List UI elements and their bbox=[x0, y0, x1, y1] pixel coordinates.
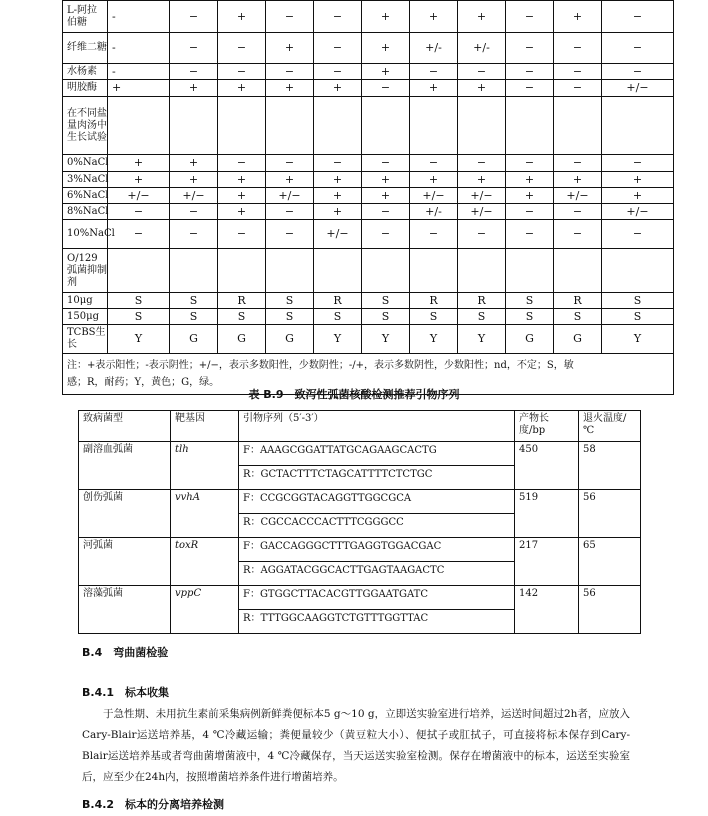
table-cell: + bbox=[410, 172, 458, 188]
table-cell: − bbox=[218, 155, 266, 172]
table-row bbox=[63, 293, 674, 309]
table-cell: +/− bbox=[314, 220, 362, 249]
section-heading-b42: B.4.2 标本的分离培养检测 bbox=[82, 798, 225, 811]
table-cell: S bbox=[506, 293, 554, 309]
table-cell bbox=[554, 97, 602, 155]
table-cell: − bbox=[602, 155, 674, 172]
row-label: 在不同盐量肉汤中生长试验 bbox=[63, 97, 108, 155]
table-row bbox=[63, 172, 674, 188]
temp-cell: 58 bbox=[579, 442, 641, 490]
table-cell: + bbox=[362, 33, 410, 64]
table-cell: − bbox=[266, 64, 314, 80]
table-cell: − bbox=[410, 220, 458, 249]
species-cell: 副溶血弧菌 bbox=[79, 442, 171, 490]
table-cell: − bbox=[170, 220, 218, 249]
table-cell: S bbox=[218, 309, 266, 325]
table-cell: S bbox=[410, 309, 458, 325]
table-cell bbox=[602, 249, 674, 293]
table-cell: + bbox=[362, 188, 410, 204]
table-cell: + bbox=[266, 33, 314, 64]
table-cell: +/- bbox=[410, 204, 458, 220]
primer-table bbox=[78, 410, 641, 634]
table-cell: − bbox=[218, 64, 266, 80]
row-label: 6%NaCl bbox=[63, 188, 108, 204]
table-row bbox=[63, 80, 674, 97]
table-cell: − bbox=[410, 64, 458, 80]
table-cell: - bbox=[108, 1, 170, 33]
table-cell: − bbox=[108, 220, 170, 249]
forward-primer-cell: F：AAAGCGGATTATGCAGAAGCACTG bbox=[239, 442, 515, 466]
table-cell: − bbox=[266, 204, 314, 220]
table-cell: − bbox=[506, 33, 554, 64]
table-cell bbox=[314, 249, 362, 293]
table-cell: + bbox=[314, 172, 362, 188]
table-cell: G bbox=[506, 325, 554, 354]
table-cell: + bbox=[506, 172, 554, 188]
primer-table-header bbox=[79, 411, 641, 442]
table-cell bbox=[506, 249, 554, 293]
table-row bbox=[63, 97, 674, 155]
table-cell: G bbox=[170, 325, 218, 354]
forward-primer-cell: F：CCGCGGTACAGGTTGGCGCA bbox=[239, 490, 515, 514]
table-cell: + bbox=[554, 1, 602, 33]
table-cell bbox=[266, 97, 314, 155]
table-row bbox=[79, 490, 641, 514]
reverse-primer-cell: R：TTTGGCAAGGTCTGTTTGGTTAC bbox=[239, 610, 515, 634]
table-cell: − bbox=[170, 204, 218, 220]
table-cell: − bbox=[458, 220, 506, 249]
table-cell: − bbox=[108, 204, 170, 220]
table-cell bbox=[170, 249, 218, 293]
table-row bbox=[63, 155, 674, 172]
table-cell: + bbox=[458, 1, 506, 33]
table-cell: − bbox=[506, 64, 554, 80]
table-cell: − bbox=[266, 220, 314, 249]
length-cell: 142 bbox=[515, 586, 579, 634]
table-cell: − bbox=[554, 204, 602, 220]
table-cell: +/− bbox=[554, 188, 602, 204]
table-cell: + bbox=[362, 64, 410, 80]
section-heading-b4: B.4 弯曲菌检验 bbox=[82, 646, 169, 659]
row-label: 8%NaCl bbox=[63, 204, 108, 220]
row-label: 水杨素 bbox=[63, 64, 108, 80]
table-cell bbox=[410, 249, 458, 293]
table-cell: + bbox=[314, 188, 362, 204]
table-cell: − bbox=[314, 1, 362, 33]
table-cell bbox=[602, 97, 674, 155]
temp-cell: 56 bbox=[579, 490, 641, 538]
table-cell: +/− bbox=[170, 188, 218, 204]
row-label: O/129弧菌抑制剂 bbox=[63, 249, 108, 293]
table-cell: + bbox=[458, 80, 506, 97]
table-cell bbox=[362, 97, 410, 155]
table-cell: G bbox=[554, 325, 602, 354]
gene-cell: toxR bbox=[171, 538, 239, 586]
species-cell: 溶藻弧菌 bbox=[79, 586, 171, 634]
forward-primer-cell: F：GTGGCTTACACGTTGGAATGATC bbox=[239, 586, 515, 610]
reverse-primer-cell: R：GCTACTTTCTAGCATTTTCTCTGC bbox=[239, 466, 515, 490]
table-cell: + bbox=[506, 188, 554, 204]
table-cell: − bbox=[506, 155, 554, 172]
table-cell: S bbox=[602, 309, 674, 325]
table-cell: − bbox=[554, 155, 602, 172]
header-length: 产物长度/bp bbox=[515, 411, 579, 442]
table-cell bbox=[458, 97, 506, 155]
table-cell: S bbox=[170, 309, 218, 325]
table-cell bbox=[170, 97, 218, 155]
table-cell: R bbox=[458, 293, 506, 309]
table-cell: − bbox=[602, 1, 674, 33]
table-row bbox=[63, 249, 674, 293]
table-cell: + bbox=[602, 172, 674, 188]
table-cell: S bbox=[554, 309, 602, 325]
length-cell: 450 bbox=[515, 442, 579, 490]
table-cell: S bbox=[108, 293, 170, 309]
table-cell: +/− bbox=[602, 80, 674, 97]
table-cell: + bbox=[170, 155, 218, 172]
table-cell: S bbox=[266, 309, 314, 325]
table-cell: − bbox=[362, 80, 410, 97]
header-gene: 靶基因 bbox=[171, 411, 239, 442]
row-label: L-阿拉伯糖 bbox=[63, 1, 108, 33]
table-row bbox=[63, 33, 674, 64]
table-row bbox=[63, 1, 674, 33]
table-cell: − bbox=[458, 155, 506, 172]
table-cell: R bbox=[554, 293, 602, 309]
table-cell: − bbox=[602, 64, 674, 80]
length-cell: 217 bbox=[515, 538, 579, 586]
table-cell: S bbox=[170, 293, 218, 309]
table-row bbox=[63, 220, 674, 249]
table-cell: + bbox=[266, 80, 314, 97]
table-cell: − bbox=[554, 80, 602, 97]
table-cell: - bbox=[108, 33, 170, 64]
table-cell: − bbox=[362, 155, 410, 172]
header-temp: 退火温度/℃ bbox=[579, 411, 641, 442]
table-row bbox=[63, 188, 674, 204]
table-caption: 表 B.9 致泻性弧菌核酸检测推荐引物序列 bbox=[248, 388, 460, 401]
table-cell: − bbox=[266, 1, 314, 33]
table-cell: + bbox=[362, 1, 410, 33]
table-cell: − bbox=[458, 64, 506, 80]
table-cell: − bbox=[314, 155, 362, 172]
table-cell: +/− bbox=[108, 188, 170, 204]
table-cell: + bbox=[108, 172, 170, 188]
table-cell: − bbox=[170, 33, 218, 64]
length-cell: 519 bbox=[515, 490, 579, 538]
row-label: 10μg bbox=[63, 293, 108, 309]
table-cell: + bbox=[554, 172, 602, 188]
table-cell bbox=[458, 249, 506, 293]
table-row bbox=[79, 442, 641, 466]
table-cell bbox=[108, 97, 170, 155]
table-cell: S bbox=[362, 309, 410, 325]
table-cell: +/− bbox=[266, 188, 314, 204]
reverse-primer-cell: R：AGGATACGGCACTTGAGTAAGACTC bbox=[239, 562, 515, 586]
row-label: TCBS生长 bbox=[63, 325, 108, 354]
header-primer: 引物序列（5′-3′） bbox=[239, 411, 515, 442]
table-row bbox=[79, 538, 641, 562]
table-row bbox=[63, 64, 674, 80]
table-cell: − bbox=[506, 80, 554, 97]
table-cell: + bbox=[362, 172, 410, 188]
table-cell: − bbox=[362, 220, 410, 249]
table-cell bbox=[410, 97, 458, 155]
table-cell: + bbox=[602, 188, 674, 204]
table-cell: + bbox=[108, 80, 170, 97]
gene-cell: vvhA bbox=[171, 490, 239, 538]
table-cell: Y bbox=[410, 325, 458, 354]
table-cell: S bbox=[362, 293, 410, 309]
table-cell: +/− bbox=[602, 204, 674, 220]
table-cell: + bbox=[218, 172, 266, 188]
reverse-primer-cell: R：CGCCACCCACTTTCGGGCC bbox=[239, 514, 515, 538]
table-row bbox=[63, 325, 674, 354]
table-cell: − bbox=[266, 155, 314, 172]
table-cell: + bbox=[314, 80, 362, 97]
header-species: 致病菌型 bbox=[79, 411, 171, 442]
table-cell: + bbox=[458, 172, 506, 188]
table-cell: + bbox=[170, 172, 218, 188]
table-cell: + bbox=[314, 204, 362, 220]
table-cell: − bbox=[554, 64, 602, 80]
table-cell: − bbox=[506, 220, 554, 249]
table-cell: − bbox=[602, 33, 674, 64]
table-cell: Y bbox=[108, 325, 170, 354]
row-label: 明胶酶 bbox=[63, 80, 108, 97]
table-cell bbox=[108, 249, 170, 293]
row-label: 150μg bbox=[63, 309, 108, 325]
table-row bbox=[63, 204, 674, 220]
table-cell: S bbox=[602, 293, 674, 309]
table-cell bbox=[506, 97, 554, 155]
temp-cell: 56 bbox=[579, 586, 641, 634]
row-label: 3%NaCl bbox=[63, 172, 108, 188]
table-cell bbox=[266, 249, 314, 293]
table-row bbox=[63, 309, 674, 325]
table-cell: R bbox=[314, 293, 362, 309]
table-cell: Y bbox=[458, 325, 506, 354]
table-cell: +/- bbox=[410, 33, 458, 64]
table-cell: + bbox=[266, 172, 314, 188]
table-cell: + bbox=[218, 188, 266, 204]
row-label: 10%NaCl bbox=[63, 220, 108, 249]
table-row bbox=[79, 586, 641, 610]
table-cell: R bbox=[410, 293, 458, 309]
table-cell: Y bbox=[314, 325, 362, 354]
table-cell: S bbox=[458, 309, 506, 325]
species-cell: 创伤弧菌 bbox=[79, 490, 171, 538]
table-cell: + bbox=[218, 204, 266, 220]
table-cell: +/− bbox=[458, 204, 506, 220]
table-cell bbox=[362, 249, 410, 293]
table-note-line: 感；R，耐药；Y，黄色；G，绿。 bbox=[67, 377, 220, 388]
temp-cell: 65 bbox=[579, 538, 641, 586]
table-cell: − bbox=[218, 220, 266, 249]
table-cell: − bbox=[554, 220, 602, 249]
table-cell bbox=[218, 249, 266, 293]
table-cell: - bbox=[108, 64, 170, 80]
table-cell: + bbox=[218, 1, 266, 33]
table-cell: G bbox=[218, 325, 266, 354]
table-cell: Y bbox=[602, 325, 674, 354]
table-cell bbox=[314, 97, 362, 155]
table-cell: − bbox=[506, 204, 554, 220]
table-cell: Y bbox=[362, 325, 410, 354]
table-cell: G bbox=[266, 325, 314, 354]
table-cell: − bbox=[170, 64, 218, 80]
gene-cell: vppC bbox=[171, 586, 239, 634]
section-heading-b41: B.4.1 标本收集 bbox=[82, 686, 170, 699]
table-cell: − bbox=[314, 64, 362, 80]
table-cell: R bbox=[218, 293, 266, 309]
table-cell: + bbox=[170, 80, 218, 97]
row-label: 0%NaCl bbox=[63, 155, 108, 172]
table-cell: − bbox=[314, 33, 362, 64]
table-cell: − bbox=[554, 33, 602, 64]
table-cell: S bbox=[108, 309, 170, 325]
table-cell: + bbox=[410, 1, 458, 33]
table-cell: − bbox=[410, 155, 458, 172]
table-cell: − bbox=[506, 1, 554, 33]
table-cell: +/− bbox=[458, 188, 506, 204]
table-note-line: 注：+表示阳性；-表示阴性；+/−，表示多数阳性，少数阴性；-/+，表示多数阴性，少数阳性；nd，不定；S，敏 bbox=[67, 360, 574, 371]
species-cell: 河弧菌 bbox=[79, 538, 171, 586]
table-cell: +/− bbox=[410, 188, 458, 204]
table-cell: + bbox=[108, 155, 170, 172]
row-label: 纤维二糖 bbox=[63, 33, 108, 64]
table-cell: S bbox=[314, 309, 362, 325]
table-cell: − bbox=[170, 1, 218, 33]
section-paragraph-b41: 于急性期、未用抗生素前采集病例新鲜粪便标本5 g～10 g，立即送实验室进行培养，运送时间超过2h者，应放入Cary-Blair运送培养基，4 ℃冷藏运输；粪便量较少（黄豆粒大小）、便拭子或肛拭子，可直接将标本保存到Cary-Blair运送培养基或者弯曲菌增菌液中，4 ℃冷藏保存，当天运送实验室检测。保存在增菌液中的标本，运送至实验室后，应至少在24h内，按照增菌培养条件进行增菌培养。 bbox=[82, 708, 630, 783]
table-cell: S bbox=[266, 293, 314, 309]
table-cell bbox=[554, 249, 602, 293]
table-cell bbox=[218, 97, 266, 155]
biochemical-table bbox=[62, 0, 674, 395]
table-cell: − bbox=[602, 220, 674, 249]
table-cell: − bbox=[218, 33, 266, 64]
table-cell: +/- bbox=[458, 33, 506, 64]
table-cell: + bbox=[410, 80, 458, 97]
gene-cell: tlh bbox=[171, 442, 239, 490]
table-cell: S bbox=[506, 309, 554, 325]
table-cell: + bbox=[218, 80, 266, 97]
forward-primer-cell: F：GACCAGGGCTTTGAGGTGGACGAC bbox=[239, 538, 515, 562]
table-cell: − bbox=[362, 204, 410, 220]
